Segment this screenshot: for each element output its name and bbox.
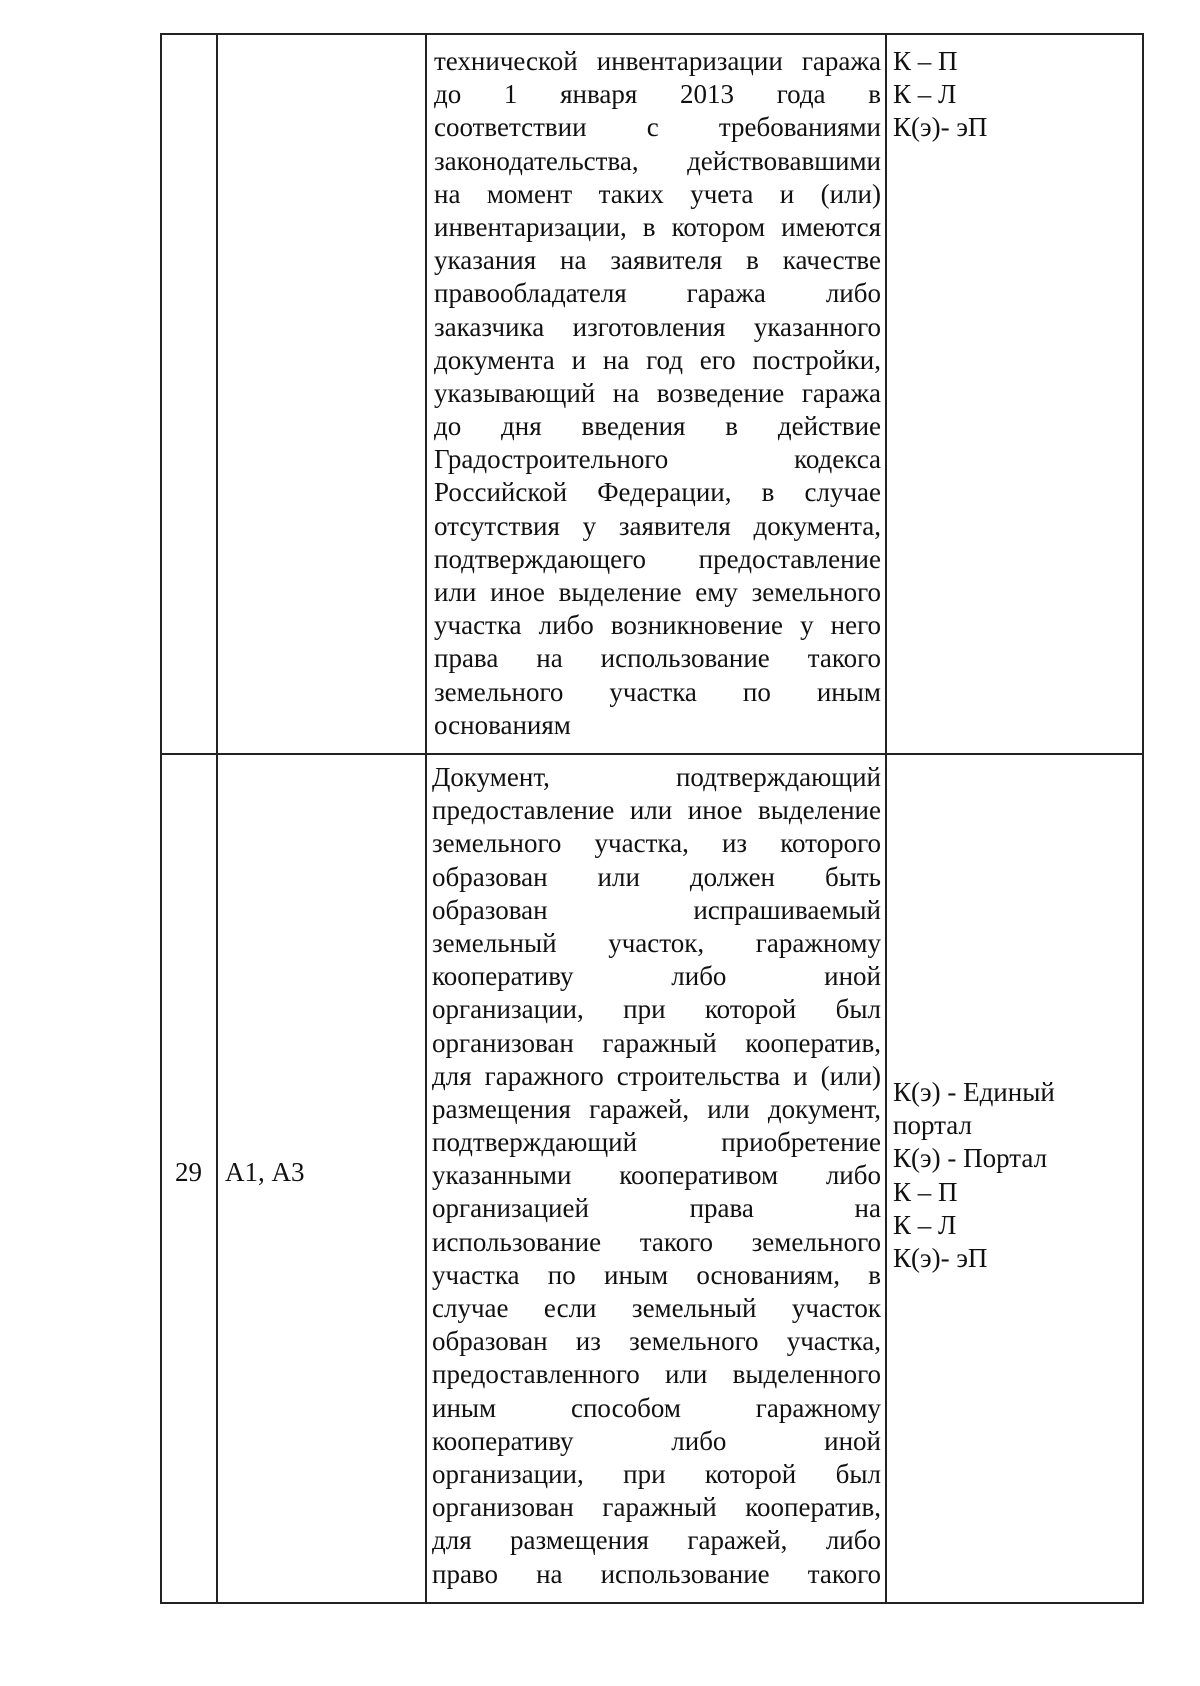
- method-item: портал: [893, 1110, 972, 1141]
- applicant-codes: А1, А3: [225, 1157, 305, 1187]
- row1-description-cell: [434, 45, 881, 742]
- row1-methods-cell: [893, 45, 1138, 145]
- table-bottom-border: [160, 1602, 1144, 1604]
- text-line: организацией права на: [432, 1193, 881, 1224]
- text-line: право на использование такого: [432, 1558, 881, 1589]
- text-line: иным способом гаражному: [432, 1392, 881, 1423]
- text-line: земельный участок, гаражному: [432, 927, 881, 958]
- text-line: Документ, подтверждающий: [432, 762, 881, 792]
- method-item: К(э) - Единый: [893, 1077, 1055, 1107]
- text-line: Российской Федерации, в случае: [434, 477, 881, 508]
- text-line: организации, при которой был: [432, 1458, 881, 1489]
- method-item: К – П: [893, 1176, 958, 1207]
- text-line: Градостроительного кодекса: [434, 444, 881, 475]
- text-line: земельного участка, из которого: [432, 828, 881, 859]
- text-line: или иное выделение ему земельного: [434, 577, 881, 607]
- text-line: образован или должен быть: [432, 861, 881, 892]
- row2-methods-cell: [893, 1076, 1138, 1275]
- table-left-border: [160, 33, 162, 1604]
- text-line: документа и на год его постройки,: [434, 344, 881, 375]
- method-item: К(э)- эП: [893, 112, 988, 143]
- text-line: организован гаражный кооператив,: [432, 1492, 881, 1523]
- text-line: инвентаризации, в котором имеются: [434, 211, 881, 242]
- text-line: предоставление или иное выделение: [432, 795, 881, 826]
- text-line: права на использование такого: [434, 643, 881, 674]
- text-line: кооперативу либо иной: [432, 961, 881, 992]
- method-item: К – Л: [893, 1209, 957, 1240]
- text-line: до 1 января 2013 года в: [434, 79, 881, 110]
- table-right-border: [1142, 33, 1144, 1604]
- method-item: К – П: [893, 46, 958, 76]
- column-divider-3: [885, 33, 887, 1604]
- text-line: кооперативу либо иной: [432, 1425, 881, 1456]
- method-item: К – Л: [893, 79, 957, 110]
- text-line: указания на заявителя в качестве: [434, 245, 881, 276]
- text-line: участка либо возникновение у него: [434, 610, 881, 641]
- row2-description: [432, 761, 881, 1591]
- text-line: образован из земельного участка,: [432, 1326, 881, 1357]
- text-line: организации, при которой был: [432, 994, 881, 1025]
- text-line: участка по иным основаниям, в: [432, 1259, 881, 1290]
- row-divider: [160, 753, 1144, 755]
- text-line: технической инвентаризации гаража: [434, 46, 881, 76]
- text-line: указывающий на возведение гаража: [434, 377, 881, 408]
- text-line: для гаражного строительства и (или): [432, 1060, 881, 1091]
- method-item: К(э)- эП: [893, 1242, 988, 1273]
- text-line: подтверждающий приобретение: [432, 1127, 881, 1158]
- text-line: предоставленного или выделенного: [432, 1359, 881, 1390]
- text-line: подтверждающего предоставление: [434, 543, 881, 574]
- row2-description-cell: [432, 761, 881, 1591]
- text-line: размещения гаражей, или документ,: [432, 1093, 881, 1124]
- text-line: заказчика изготовления указанного: [434, 311, 881, 342]
- text-line: правообладателя гаража либо: [434, 278, 881, 309]
- method-item: К(э) - Портал: [893, 1143, 1048, 1174]
- row-number: 29: [175, 1157, 202, 1187]
- text-line: на момент таких учета и (или): [434, 178, 881, 209]
- text-line: законодательства, действовавшими: [434, 145, 881, 176]
- table-top-border: [160, 33, 1144, 35]
- text-line: до дня введения в действие: [434, 411, 881, 442]
- row1-description: [434, 45, 881, 742]
- row2-number-cell: [160, 1156, 217, 1189]
- column-divider-1: [216, 33, 218, 1604]
- row2-applicants-cell: [225, 1156, 420, 1189]
- text-line: образован испрашиваемый: [432, 894, 881, 925]
- text-line: основаниям: [434, 709, 571, 740]
- text-line: указанными кооперативом либо: [432, 1160, 881, 1191]
- text-line: соответствии с требованиями: [434, 112, 881, 143]
- text-line: случае если земельный участок: [432, 1293, 881, 1323]
- text-line: организован гаражный кооператив,: [432, 1027, 881, 1058]
- text-line: отсутствия у заявителя документа,: [434, 510, 881, 541]
- text-line: для размещения гаражей, либо: [432, 1525, 881, 1556]
- text-line: использование такого земельного: [432, 1226, 881, 1257]
- column-divider-2: [425, 33, 427, 1604]
- text-line: земельного участка по иным: [434, 676, 881, 707]
